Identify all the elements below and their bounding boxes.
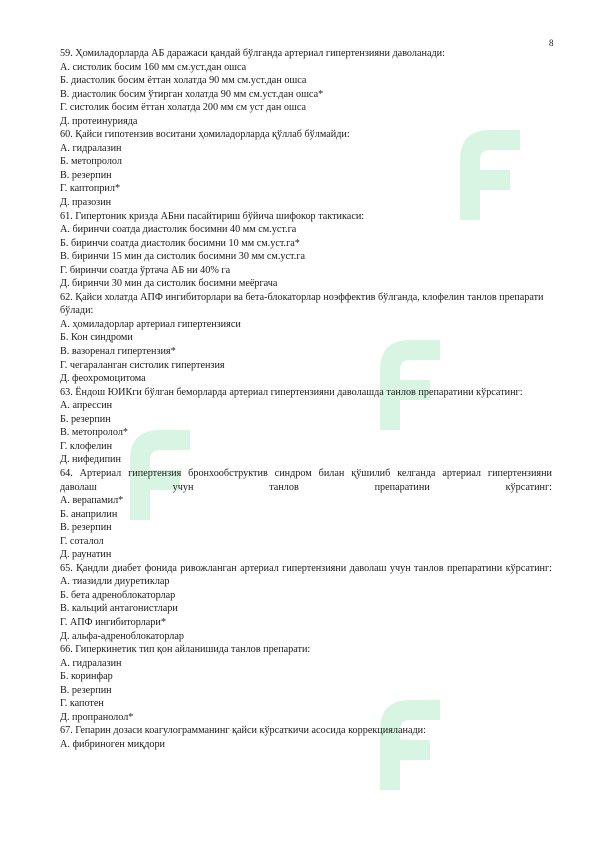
- answer-option: В. резерпин: [60, 684, 112, 696]
- answer-option: Д. празозин: [60, 197, 112, 209]
- answer-option: А. ҳомиладорлар артериал гипертензияси: [60, 318, 241, 330]
- question-66: 66. Гиперкинетик тип қон айланишида танлов препарати:: [60, 644, 311, 656]
- answer-option: В. резерпин: [60, 169, 112, 181]
- question-65: 65. Қандли диабет фонида ривожланган артериал гипертензияни даволаш учун танлов препаратини кўрсатинг:: [60, 562, 552, 574]
- answer-option: А. фибриноген миқдори: [60, 738, 166, 750]
- answer-option: Г. соталол: [60, 535, 104, 547]
- answer-option: Б. биринчи соатда диастолик босимни 10 мм см.уст.га*: [60, 237, 300, 249]
- answer-option: Г. биринчи соатда ўртача АБ ни 40% га: [60, 264, 231, 276]
- answer-option: А. гидралазин: [60, 142, 122, 154]
- answer-option: Б. резерпин: [60, 413, 111, 425]
- answer-option: Д. биринчи 30 мин да систолик босимни меёргача: [60, 278, 278, 290]
- answer-option: Б. бета адреноблокаторлар: [60, 589, 176, 601]
- question-59: 59. Ҳомиладорларда АБ даражаси қандай бўлганда артериал гипертензияни даволанади:: [60, 48, 445, 59]
- question-64: 64. Артериал гипертензия бронхообструктив синдром билан қўшилиб келганда артериал гипертензияни даволаш учун танлов препаратини кўрсатинг:: [60, 467, 552, 493]
- answer-option: В. резерпин: [60, 522, 112, 534]
- answer-option: А. верапамил*: [60, 495, 124, 507]
- answer-option: Г. систолик босим ёттан холатда 200 мм см уст дан ошса: [60, 102, 306, 114]
- question-63: 63. Ёндош ЮИКги бўлган беморларда артериал гипертензияни даволашда танлов препаратини кўрсатинг:: [60, 386, 523, 398]
- answer-option: А. биринчи соатда диастолик босимни 40 мм см.уст.га: [60, 224, 297, 236]
- answer-option: В. диастолик босим ўтирган холатда 90 мм см.уст.дан ошса*: [60, 88, 324, 100]
- answer-option: Д. альфа-адреноблокаторлар: [60, 630, 184, 642]
- answer-option: Б. диастолик босим ёттан холатда 90 мм см.уст.дан ошса: [60, 75, 307, 87]
- page-number: 8: [549, 38, 554, 48]
- answer-option: Г. каптоприл*: [60, 183, 121, 195]
- answer-option: В. вазоренал гипертензия*: [60, 346, 176, 358]
- answer-option: Д. раунатин: [60, 549, 112, 561]
- answer-option: Г. клофелин: [60, 440, 113, 452]
- answer-option: Б. коринфар: [60, 671, 113, 683]
- answer-option: Б. анаприлин: [60, 508, 118, 520]
- answer-option: В. метопролол*: [60, 427, 128, 439]
- answer-option: Г. чегараланган систолик гипертензия: [60, 359, 225, 371]
- answer-option: В. биринчи 15 мин да систолик босимни 30 мм см.уст.га: [60, 251, 305, 263]
- answer-option: А. гидралазин: [60, 657, 122, 669]
- answer-option: Б. метопролол: [60, 156, 122, 168]
- answer-option: Д. протеинурияда: [60, 115, 138, 127]
- answer-option: Д. нифедипин: [60, 454, 121, 466]
- answer-option: А. тиазидли диуретиклар: [60, 576, 170, 588]
- answer-option: Г. капотен: [60, 698, 104, 710]
- answer-option: Б. Кон синдроми: [60, 332, 133, 344]
- answer-option: В. кальций антагонистлари: [60, 603, 178, 615]
- answer-option: Д. феохромоцитома: [60, 373, 146, 385]
- question-67: 67. Гепарин дозаси коагулограмманинг қайси кўрсаткичи асосида коррекцияланади:: [60, 725, 426, 737]
- answer-option: Д. пропранолол*: [60, 711, 134, 723]
- answer-option: А. апрессин: [60, 400, 113, 412]
- answer-option: Г. АПФ ингибиторлари*: [60, 616, 166, 628]
- question-62: 62. Қайси холатда АПФ ингибиторлари ва бета-блокаторлар ноэффектив бўлганда, клофелин танлов препарати бўлади:: [60, 291, 544, 317]
- document-body: [60, 47, 552, 751]
- question-61: 61. Гипертоник кризда АБни пасайтириш бўйича шифокор тактикаси:: [60, 210, 365, 222]
- answer-option: А. систолик босим 160 мм см.уст.дан ошса: [60, 61, 247, 73]
- question-60: 60. Қайси гипотензив воситани ҳомиладорларда қўллаб бўлмайди:: [60, 129, 350, 141]
